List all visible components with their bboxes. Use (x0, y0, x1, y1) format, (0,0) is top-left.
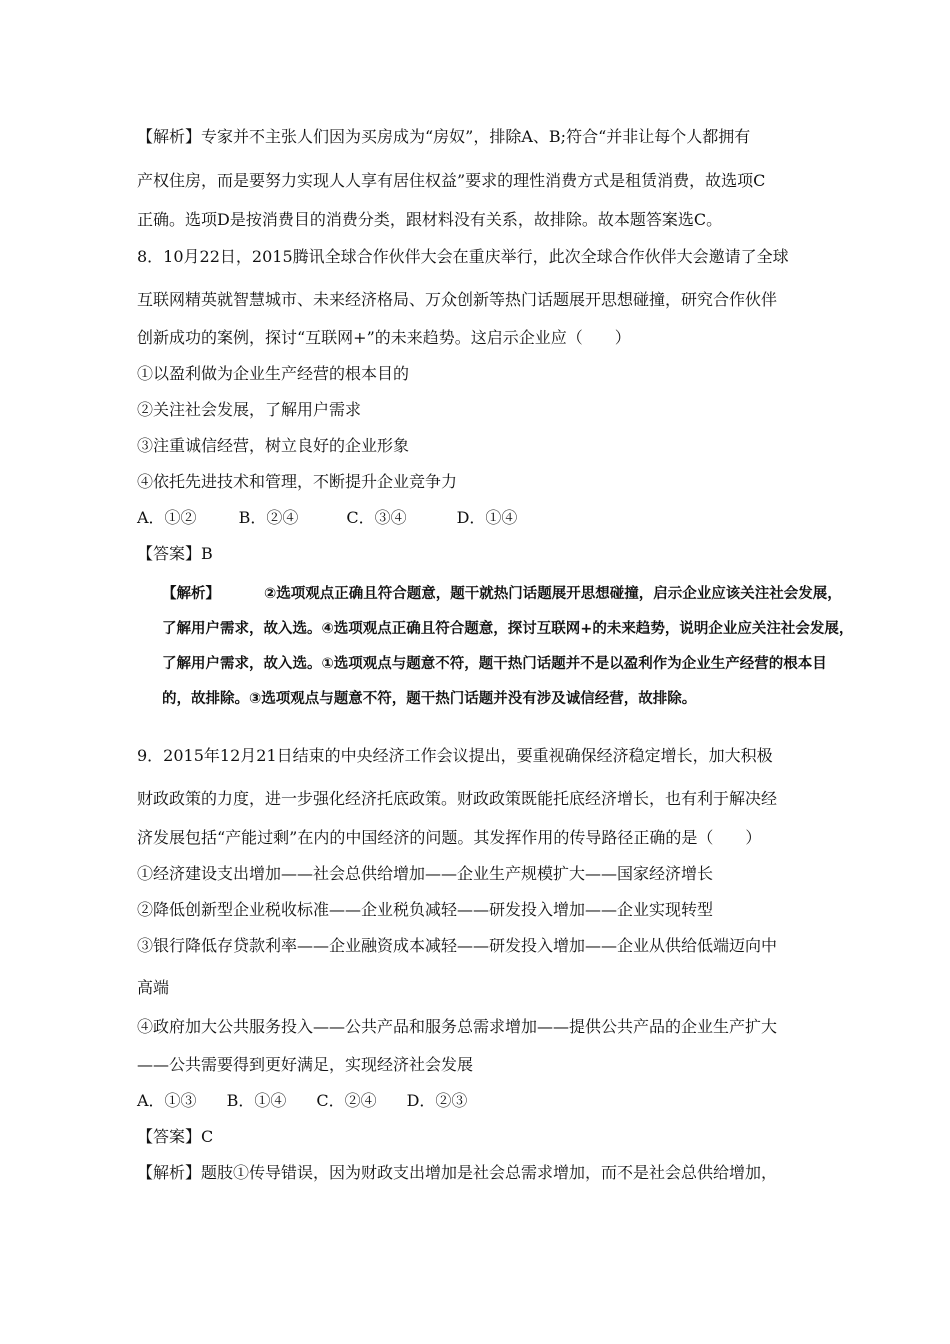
q8-explanation-line-4: 的，故排除。③选项观点与题意不符，题干热门话题并没有涉及诚信经营，故排除。 (162, 691, 697, 707)
q9-option-c: C．②④ (316, 1091, 377, 1110)
q9-explanation-line-1: 【解析】题肢①传导错误，因为财政支出增加是社会总需求增加，而不是社会总供给增加， (137, 1163, 778, 1182)
q8-item-1: ①以盈利做为企业生产经营的根本目的 (137, 364, 410, 383)
q8-option-c: C．③④ (346, 508, 407, 527)
q9-option-d: D．②③ (406, 1091, 468, 1110)
q7-explanation-line-3: 正确。选项D是按消费目的消费分类，跟材料没有关系，故排除。故本题答案选C。 (137, 210, 723, 229)
q8-explanation-line-1: 【解析】 ②选项观点正确且符合题意，题干就热门话题展开思想碰撞，启示企业应该关注社会发展， (162, 586, 842, 602)
q8-item-4: ④依托先进技术和管理，不断提升企业竞争力 (137, 472, 458, 491)
q9-stem-line-2: 财政政策的力度，进一步强化经济托底政策。财政政策既能托底经济增长，也有利于解决经 (137, 789, 778, 808)
q7-explanation-line-1: 【解析】专家并不主张人们因为买房成为“房奴”，排除A、B;符合“并非让每个人都拥有 (137, 127, 751, 146)
q7-explanation-line-2: 产权住房，而是要努力实现人人享有居住权益”要求的理性消费方式是租赁消费，故选项C (137, 171, 766, 190)
q9-item-4-line-1: ④政府加大公共服务投入——公共产品和服务总需求增加——提供公共产品的企业生产扩大 (137, 1017, 778, 1036)
q9-item-2: ②降低创新型企业税收标准——企业税负减轻——研发投入增加——企业实现转型 (137, 900, 714, 919)
q9-item-3-line-2: 高端 (137, 978, 170, 997)
q9-stem-line-3: 济发展包括“产能过剩”在内的中国经济的问题。其发挥作用的传导路径正确的是（ ） (137, 828, 762, 847)
q8-option-a: A．①② (137, 508, 197, 527)
q8-explanation-label: 【解析】 (162, 586, 220, 602)
q9-stem-line-1: 9．2015年12月21日结束的中央经济工作会议提出，要重视确保经济稳定增长，加大积极 (137, 746, 773, 765)
q8-explanation-line-2: 了解用户需求，故入选。④选项观点正确且符合题意，探讨互联网+的未来趋势，说明企业应关注社会发展， (162, 621, 854, 637)
q8-stem-line-1: 8．10月22日，2015腾讯全球合作伙伴大会在重庆举行，此次全球合作伙伴大会邀请了全球 (137, 247, 789, 266)
q8-option-b: B．②④ (238, 508, 299, 527)
q8-stem-line-3: 创新成功的案例，探讨“互联网+”的未来趋势。这启示企业应（ ） (137, 328, 631, 347)
q8-answer: 【答案】B (137, 544, 213, 563)
q8-option-d: D．①④ (456, 508, 518, 527)
q8-item-3: ③注重诚信经营，树立良好的企业形象 (137, 436, 410, 455)
q9-item-4-line-2: ——公共需要得到更好满足，实现经济社会发展 (137, 1055, 474, 1074)
q8-explanation-line-3: 了解用户需求，故入选。①选项观点与题意不符，题干热门话题并不是以盈利作为企业生产经营的根本目 (162, 656, 827, 672)
q9-answer: 【答案】C (137, 1127, 214, 1146)
q9-option-b: B．①④ (226, 1091, 287, 1110)
q9-item-3-line-1: ③银行降低存贷款利率——企业融资成本减轻——研发投入增加——企业从供给低端迈向中 (137, 936, 778, 955)
q8-stem-line-2: 互联网精英就智慧城市、未来经济格局、万众创新等热门话题展开思想碰撞，研究合作伙伴 (137, 290, 778, 309)
q9-item-1: ①经济建设支出增加——社会总供给增加——企业生产规模扩大——国家经济增长 (137, 864, 714, 883)
q9-option-a: A．①③ (137, 1091, 197, 1110)
q9-options (137, 1091, 467, 1111)
q8-item-2: ②关注社会发展，了解用户需求 (137, 400, 362, 419)
q8-options (137, 508, 517, 528)
